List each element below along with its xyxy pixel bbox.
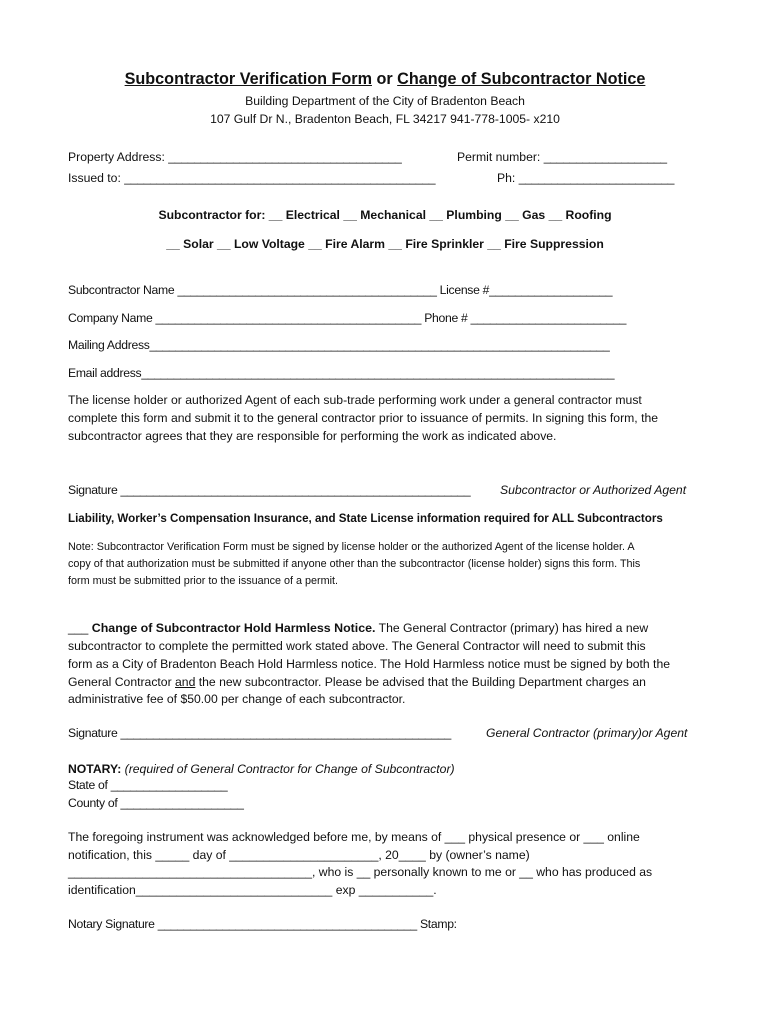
notary-signature-line[interactable]: Notary Signature ________________________________________ Stamp:: [68, 917, 457, 931]
hold-harmless-and: and: [175, 675, 196, 689]
liability-heading: Liability, Worker’s Compensation Insurance, and State License information required for ALL Subcontractors: [68, 512, 663, 525]
hold-harmless-rest: the new subcontractor. Please be advised that the Building Department charges an: [195, 675, 646, 689]
title-or: or: [371, 70, 398, 88]
permit-number-label: Permit number:: [457, 150, 541, 164]
hold-harmless-line-4: [68, 674, 646, 690]
issued-to-label: Issued to:: [68, 171, 121, 185]
notary-heading: [68, 761, 455, 777]
statement-line-1: The license holder or authorized Agent of each sub-trade performing work under a general contractor must: [68, 393, 642, 407]
permit-number-blank[interactable]: ___________________: [543, 150, 667, 164]
title-change-notice: Change of Subcontractor Notice: [397, 70, 646, 88]
trade-options-row-2[interactable]: __ Solar __ Low Voltage __ Fire Alarm __ Fire Sprinkler __ Fire Suppression: [166, 237, 604, 251]
property-address-blank[interactable]: ____________________________________: [168, 150, 402, 164]
subcontractor-name-license-line[interactable]: Subcontractor Name ________________________________________ License #___________________: [68, 283, 613, 297]
property-address-label: Property Address:: [68, 150, 165, 164]
hold-harmless-line-3: form as a City of Bradenton Beach Hold Harmless notice. The Hold Harmless notice must be signed by both the: [68, 657, 670, 671]
general-contractor-signature-line[interactable]: Signature ___________________________________________________: [68, 726, 451, 740]
company-name-phone-line[interactable]: Company Name _________________________________________ Phone # ________________________: [68, 311, 627, 325]
hold-harmless-line-1: [68, 620, 648, 636]
phone-label: Ph:: [497, 171, 516, 185]
state-of-field[interactable]: State of __________________: [68, 778, 228, 792]
trade-options-row-1[interactable]: Subcontractor for: __ Electrical __ Mechanical __ Plumbing __ Gas __ Roofing: [158, 208, 612, 222]
notary-label: NOTARY:: [68, 762, 122, 776]
hold-harmless-gc: General Contractor: [68, 675, 176, 689]
note-line-1: Note: Subcontractor Verification Form must be signed by license holder or the authorized Agent of the license holder. A: [68, 541, 635, 553]
department-name: Building Department of the City of Bradenton Beach: [245, 94, 525, 108]
mailing-address-line[interactable]: Mailing Address_______________________________________________________________________: [68, 338, 610, 352]
acknowledgment-line-1[interactable]: The foregoing instrument was acknowledged before me, by means of ___ physical presence or ___ online: [68, 830, 640, 844]
county-of-field[interactable]: County of ___________________: [68, 796, 244, 810]
acknowledgment-line-3[interactable]: ____________________________________, who is __ personally known to me or __ who has produced as: [68, 865, 653, 879]
general-contractor-signature-role: General Contractor (primary)or Agent: [486, 726, 688, 740]
property-address-field[interactable]: [68, 149, 401, 165]
permit-number-field[interactable]: [457, 149, 667, 165]
acknowledgment-line-4[interactable]: identification_____________________________ exp ___________.: [68, 883, 437, 897]
notary-requirement: (required of General Contractor for Change of Subcontractor): [121, 762, 455, 776]
title-verification-form: Subcontractor Verification Form: [124, 70, 372, 88]
acknowledgment-line-2[interactable]: notification, this _____ day of ______________________, 20____ by (owner’s name): [68, 848, 530, 862]
note-line-2: copy of that authorization must be submitted if anyone other than the subcontractor (license holder) signs this form. This: [68, 558, 641, 570]
hold-harmless-heading: Change of Subcontractor Hold Harmless Notice.: [88, 621, 376, 635]
hold-harmless-line-5: administrative fee of $50.00 per change of each subcontractor.: [68, 692, 406, 706]
hold-harmless-intro: The General Contractor (primary) has hired a new: [375, 621, 649, 635]
form-title: [0, 69, 770, 89]
issued-to-field[interactable]: [68, 170, 435, 186]
issued-to-blank[interactable]: ________________________________________________: [124, 171, 436, 185]
department-address: 107 Gulf Dr N., Bradenton Beach, FL 34217 941-778-1005- x210: [210, 112, 560, 126]
statement-line-3: subcontractor agrees that they are responsible for performing the work as indicated above.: [68, 429, 557, 443]
note-line-3: form must be submitted prior to the issuance of a permit.: [68, 575, 339, 587]
statement-line-2: complete this form and submit it to the general contractor prior to issuance of permits. In signing this form, the: [68, 411, 659, 425]
email-address-line[interactable]: Email address_________________________________________________________________________: [68, 366, 615, 380]
hold-harmless-line-2: subcontractor to complete the permitted work stated above. The General Contractor will need to submit this: [68, 639, 646, 653]
phone-field[interactable]: [497, 170, 674, 186]
subcontractor-signature-role: Subcontractor or Authorized Agent: [500, 483, 687, 497]
hold-harmless-checkbox-blank[interactable]: ___: [68, 621, 89, 635]
phone-blank[interactable]: ________________________: [518, 171, 675, 185]
subcontractor-signature-line[interactable]: Signature ______________________________________________________: [68, 483, 471, 497]
